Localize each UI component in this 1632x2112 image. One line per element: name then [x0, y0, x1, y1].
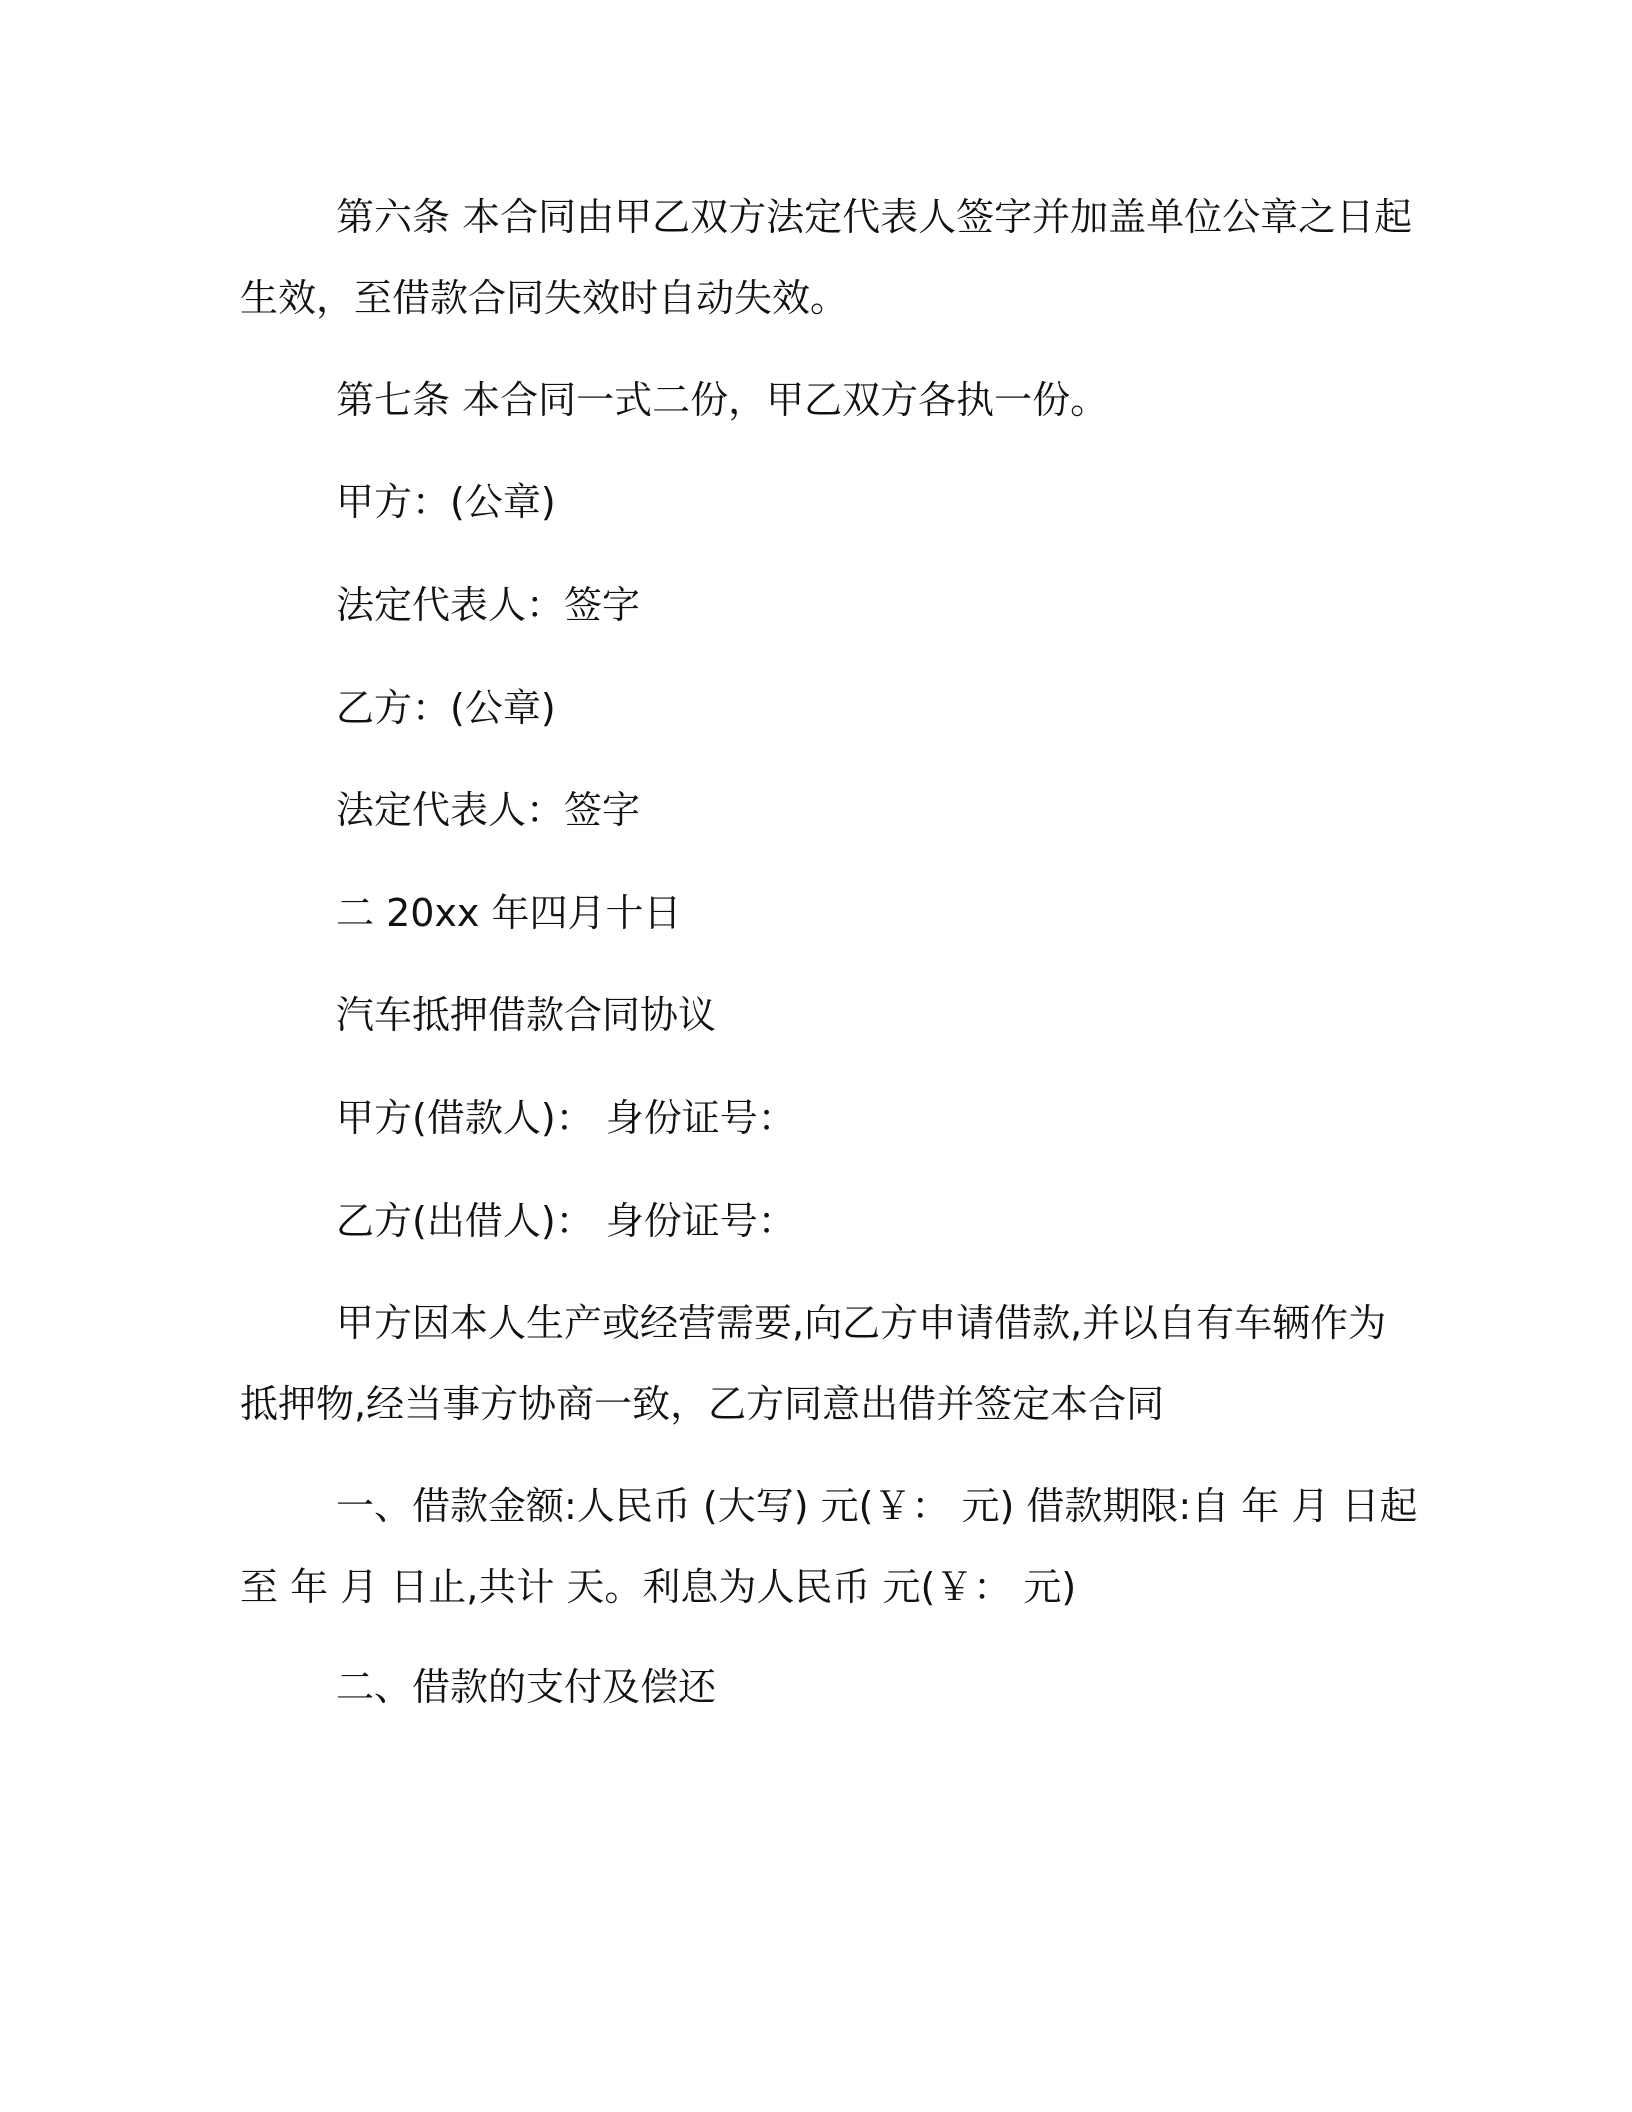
text-line: 汽车抵押借款合同协议 — [336, 993, 717, 1037]
text-line: 甲方：(公章) — [336, 480, 556, 524]
text-line: 甲方因本人生产或经营需要,向乙方申请借款,并以自有车辆作为 — [336, 1301, 1387, 1345]
text-line: 法定代表人：签字 — [336, 583, 641, 627]
section-two-heading — [240, 1647, 1400, 1728]
borrower-line — [240, 1078, 1400, 1159]
text-line: 法定代表人：签字 — [336, 788, 641, 832]
text-line: 第六条 本合同由甲乙双方法定代表人签字并加盖单位公章之日起 — [336, 195, 1413, 239]
text-line: 甲方(借款人)： 身份证号： — [336, 1096, 796, 1140]
date-line — [240, 873, 1400, 954]
party-a-seal-line — [240, 462, 1400, 543]
loan-amount-clause — [240, 1466, 1418, 1628]
text-line: 二 20xx 年四月十日 — [336, 891, 682, 935]
text-line: 至 年 月 日止,共计 天。利息为人民币 元(￥： 元) — [240, 1565, 1077, 1609]
text-line: 生效，至借款合同失效时自动失效。 — [240, 276, 849, 320]
party-a-representative-line — [240, 565, 1400, 646]
article-six-paragraph — [240, 177, 1413, 339]
text-line: 乙方：(公章) — [336, 686, 556, 730]
text-line: 二、借款的支付及偿还 — [336, 1665, 717, 1709]
text-line: 乙方(出借人)： 身份证号： — [336, 1199, 796, 1243]
text-line: 一、借款金额:人民币 (大写) 元(￥： 元) 借款期限:自 年 月 日起 — [336, 1484, 1418, 1528]
text-line: 第七条 本合同一式二份，甲乙双方各执一份。 — [336, 378, 1109, 422]
article-seven-paragraph — [240, 360, 1400, 441]
party-b-representative-line — [240, 770, 1400, 851]
preamble-paragraph — [240, 1283, 1400, 1445]
text-line: 抵押物,经当事方协商一致，乙方同意出借并签定本合同 — [240, 1382, 1165, 1426]
contract-title — [240, 975, 1400, 1056]
party-b-seal-line — [240, 668, 1400, 749]
lender-line — [240, 1181, 1400, 1262]
